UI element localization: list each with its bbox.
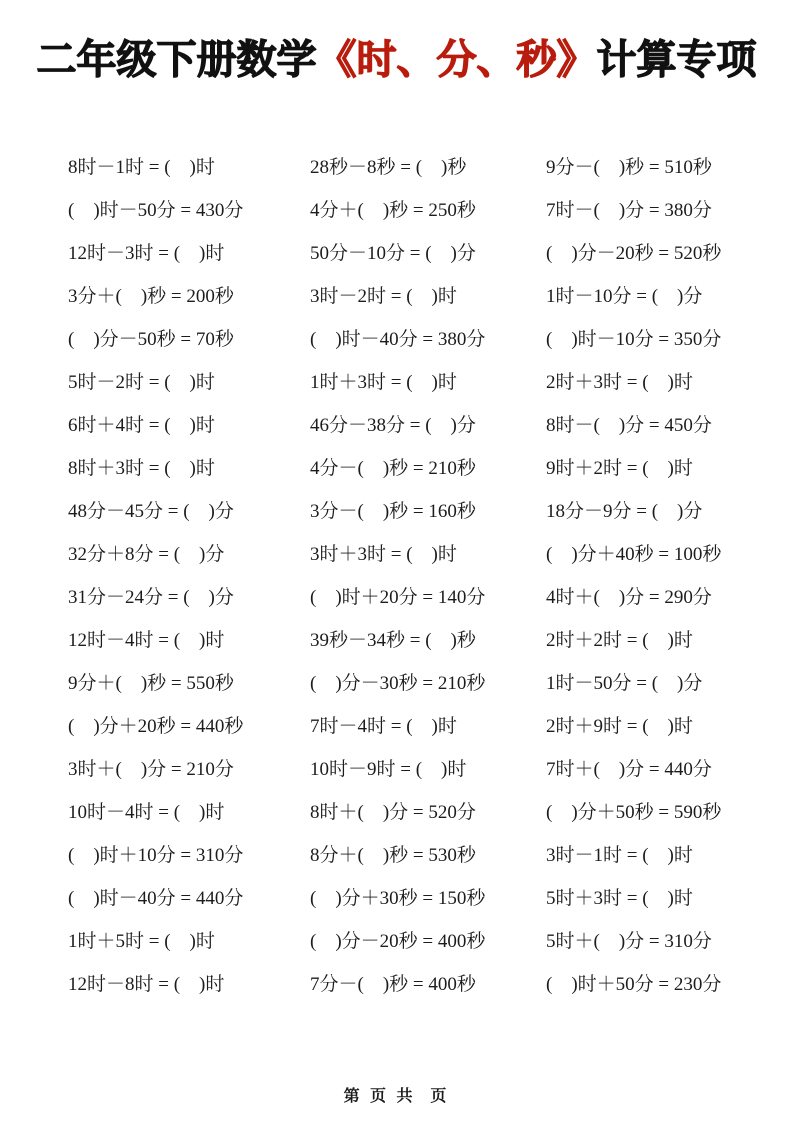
title-highlight: 《时、分、秒》 <box>316 38 597 82</box>
problem-row: 10时－4时 = ( )时 <box>68 802 225 823</box>
problem-row: 1时＋3时 = ( )时 <box>310 372 457 393</box>
problem-row: 4时＋( )分 = 290分 <box>546 587 712 608</box>
problem-row: 2时＋3时 = ( )时 <box>546 372 693 393</box>
problem-row: 2时＋9时 = ( )时 <box>546 716 693 737</box>
problem-row: 46分－38分 = ( )分 <box>310 415 476 436</box>
problem-row: 6时＋4时 = ( )时 <box>68 415 215 436</box>
problem-row: ( )分－30秒 = 210秒 <box>310 673 486 694</box>
problem-row: 8时－( )分 = 450分 <box>546 415 712 436</box>
problem-row: 4分＋( )秒 = 250秒 <box>310 200 476 221</box>
problems-column-3 <box>546 146 786 1006</box>
problems-grid <box>68 146 786 1006</box>
problem-row: 48分－45分 = ( )分 <box>68 501 234 522</box>
problem-row: 5时－2时 = ( )时 <box>68 372 215 393</box>
page-title <box>0 34 793 86</box>
problem-row: ( )时＋20分 = 140分 <box>310 587 486 608</box>
problem-row: 7时＋( )分 = 440分 <box>546 759 712 780</box>
problem-row: 3时＋( )分 = 210分 <box>68 759 234 780</box>
problem-row: 50分－10分 = ( )分 <box>310 243 476 264</box>
problem-row: 9分－( )秒 = 510秒 <box>546 157 712 178</box>
problem-row: 7分－( )秒 = 400秒 <box>310 974 476 995</box>
problem-row: 8时＋( )分 = 520分 <box>310 802 476 823</box>
problem-row: 9时＋2时 = ( )时 <box>546 458 693 479</box>
problem-row: 3分＋( )秒 = 200秒 <box>68 286 234 307</box>
problem-row: 2时＋2时 = ( )时 <box>546 630 693 651</box>
problem-row: 3时－1时 = ( )时 <box>546 845 693 866</box>
problem-row: ( )分＋40秒 = 100秒 <box>546 544 722 565</box>
problem-row: 1时－50分 = ( )分 <box>546 673 703 694</box>
problem-row: ( )时＋10分 = 310分 <box>68 845 244 866</box>
problem-row: 12时－4时 = ( )时 <box>68 630 225 651</box>
problem-row: 7时－4时 = ( )时 <box>310 716 457 737</box>
problem-row: 4分－( )秒 = 210秒 <box>310 458 476 479</box>
problems-column-2 <box>310 146 546 1006</box>
problem-row: ( )时－50分 = 430分 <box>68 200 244 221</box>
problem-row: ( )分＋50秒 = 590秒 <box>546 802 722 823</box>
problem-row: ( )时－10分 = 350分 <box>546 329 722 350</box>
problem-row: 10时－9时 = ( )时 <box>310 759 467 780</box>
problem-row: 32分＋8分 = ( )分 <box>68 544 225 565</box>
problem-row: 12时－8时 = ( )时 <box>68 974 225 995</box>
problem-row: 8时＋3时 = ( )时 <box>68 458 215 479</box>
problem-row: 1时－10分 = ( )分 <box>546 286 703 307</box>
title-prefix: 二年级下册数学 <box>36 38 317 82</box>
problem-row: 39秒－34秒 = ( )秒 <box>310 630 476 651</box>
problem-row: ( )时＋50分 = 230分 <box>546 974 722 995</box>
problem-row: 3时＋3时 = ( )时 <box>310 544 457 565</box>
problem-row: ( )分－20秒 = 400秒 <box>310 931 486 952</box>
problem-row: ( )时－40分 = 380分 <box>310 329 486 350</box>
problem-row: 1时＋5时 = ( )时 <box>68 931 215 952</box>
problem-row: 8分＋( )秒 = 530秒 <box>310 845 476 866</box>
problem-row: 5时＋3时 = ( )时 <box>546 888 693 909</box>
problem-row: 28秒－8秒 = ( )秒 <box>310 157 467 178</box>
page-footer: 第 页 共 页 <box>343 1088 450 1105</box>
problem-row: 7时－( )分 = 380分 <box>546 200 712 221</box>
problem-row: ( )分＋30秒 = 150秒 <box>310 888 486 909</box>
problem-row: ( )分－20秒 = 520秒 <box>546 243 722 264</box>
problem-row: ( )分＋20秒 = 440秒 <box>68 716 244 737</box>
problem-row: 5时＋( )分 = 310分 <box>546 931 712 952</box>
problem-row: 18分－9分 = ( )分 <box>546 501 703 522</box>
problem-row: ( )分－50秒 = 70秒 <box>68 329 234 350</box>
problem-row: ( )时－40分 = 440分 <box>68 888 244 909</box>
problem-row: 9分＋( )秒 = 550秒 <box>68 673 234 694</box>
problem-row: 3分－( )秒 = 160秒 <box>310 501 476 522</box>
problem-row: 8时－1时 = ( )时 <box>68 157 215 178</box>
problem-row: 31分－24分 = ( )分 <box>68 587 234 608</box>
problem-row: 3时－2时 = ( )时 <box>310 286 457 307</box>
problem-row: 12时－3时 = ( )时 <box>68 243 225 264</box>
problems-column-1 <box>68 146 310 1006</box>
title-suffix: 计算专项 <box>596 38 757 82</box>
